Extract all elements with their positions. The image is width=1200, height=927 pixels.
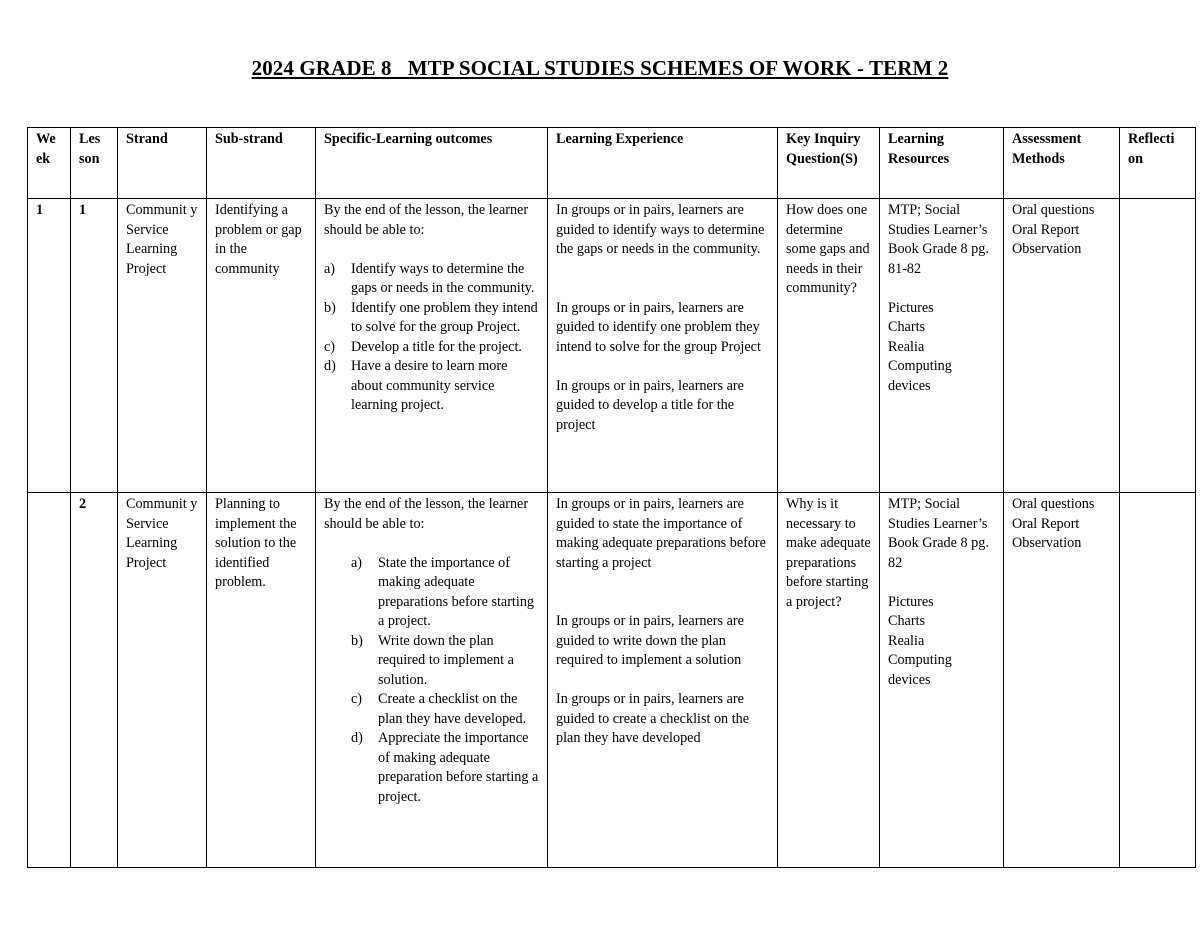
resources-main: MTP; Social Studies Learner’s Book Grade 8 pg. 81-82 — [888, 202, 989, 277]
resource-item: Charts — [888, 319, 926, 335]
header-learning-experience: Learning Experience — [548, 128, 778, 199]
assessment-cell — [1004, 199, 1120, 493]
resources-cell — [880, 199, 1004, 493]
outcomes-intro: By the end of the lesson, the learner should be able to: — [324, 202, 529, 238]
outcomes-cell — [316, 199, 548, 493]
learning-experience-cell — [548, 199, 778, 493]
assessment-item: Oral Report — [1012, 221, 1080, 238]
header-row — [28, 128, 1196, 199]
resource-item: Pictures — [888, 593, 934, 610]
list-item: a) Identify ways to determine the gaps or needs in the community. — [324, 260, 535, 296]
document-title: 2024 GRADE 8 MTP SOCIAL STUDIES SCHEMES OF WORK - TERM 2 — [251, 56, 949, 80]
outcomes-list — [324, 554, 540, 808]
lesson-cell: 2 — [71, 493, 118, 868]
resource-item: Computing devices — [888, 358, 952, 394]
header-sub-strand: Sub-strand — [207, 128, 316, 199]
week-cell — [28, 493, 71, 868]
table-row — [28, 199, 1196, 493]
header-reflection: Reflecti on — [1120, 128, 1196, 199]
header-assessment: Assessment Methods — [1004, 128, 1120, 199]
strand-cell: Communit y Service Learning Project — [118, 493, 207, 868]
resource-item: Pictures — [888, 299, 934, 316]
list-item: a) State the importance of making adequate preparations before starting a project. — [351, 554, 535, 629]
header-lesson: Les son — [71, 128, 118, 199]
lesson-cell: 1 — [71, 199, 118, 493]
assessment-item: Oral questions — [1012, 496, 1095, 512]
experience-paragraph: In groups or in pairs, learners are guided to state the importance of making adequate preparations before starting a project — [556, 496, 766, 571]
header-resources: Learning Resources — [880, 128, 1004, 199]
experience-paragraph: In groups or in pairs, learners are guided to create a checklist on the plan they have developed — [556, 691, 750, 746]
week-cell: 1 — [28, 199, 71, 493]
list-item: b) Write down the plan required to implement a solution. — [351, 632, 514, 688]
reflection-cell — [1120, 199, 1196, 493]
header-week: We ek — [28, 128, 71, 199]
assessment-item: Observation — [1012, 241, 1082, 257]
list-item: d) Have a desire to learn more about community service learning project. — [324, 358, 508, 413]
resources-cell — [880, 493, 1004, 868]
resource-item: Charts — [888, 613, 926, 629]
outcomes-intro: By the end of the lesson, the learner should be able to: — [324, 496, 529, 532]
assessment-item: Observation — [1012, 535, 1082, 551]
assessment-item: Oral Report — [1012, 515, 1080, 532]
sub-strand-cell: Identifying a problem or gap in the community — [207, 199, 316, 493]
schemes-of-work-table — [27, 127, 1196, 868]
resource-item: Computing devices — [888, 652, 952, 688]
list-item: c) Develop a title for the project. — [324, 338, 522, 355]
list-item: c) Create a checklist on the plan they have developed. — [351, 691, 527, 727]
table-row — [28, 493, 1196, 868]
reflection-cell — [1120, 493, 1196, 868]
header-outcomes: Specific-Learning outcomes — [316, 128, 548, 199]
experience-paragraph: In groups or in pairs, learners are guided to identify ways to determine the gaps or needs in the community. — [556, 202, 765, 257]
resource-item: Realia — [888, 338, 925, 355]
sub-strand-cell: Planning to implement the solution to the identified problem. — [207, 493, 316, 868]
assessment-item: Oral questions — [1012, 202, 1095, 218]
strand-cell: Communit y Service Learning Project — [118, 199, 207, 493]
resource-item: Realia — [888, 632, 925, 649]
header-strand: Strand — [118, 128, 207, 199]
experience-paragraph: In groups or in pairs, learners are guided to write down the plan required to implement a solution — [556, 613, 744, 668]
assessment-cell — [1004, 493, 1120, 868]
list-item: b) Identify one problem they intend to solve for the group Project. — [324, 299, 538, 335]
header-key-inquiry: Key Inquiry Question(S) — [778, 128, 880, 199]
learning-experience-cell — [548, 493, 778, 868]
experience-paragraph: In groups or in pairs, learners are guided to identify one problem they intend to solve for the group Project — [556, 299, 761, 355]
list-item: d) Appreciate the importance of making adequate preparation before starting a project. — [351, 730, 539, 805]
key-inquiry-cell: Why is it necessary to make adequate preparations before starting a project? — [778, 493, 880, 868]
key-inquiry-cell: How does one determine some gaps and needs in their community? — [778, 199, 880, 493]
resources-main: MTP; Social Studies Learner’s Book Grade 8 pg. 82 — [888, 496, 989, 571]
experience-paragraph: In groups or in pairs, learners are guided to develop a title for the project — [556, 377, 744, 433]
outcomes-cell — [316, 493, 548, 868]
outcomes-list — [324, 260, 540, 416]
